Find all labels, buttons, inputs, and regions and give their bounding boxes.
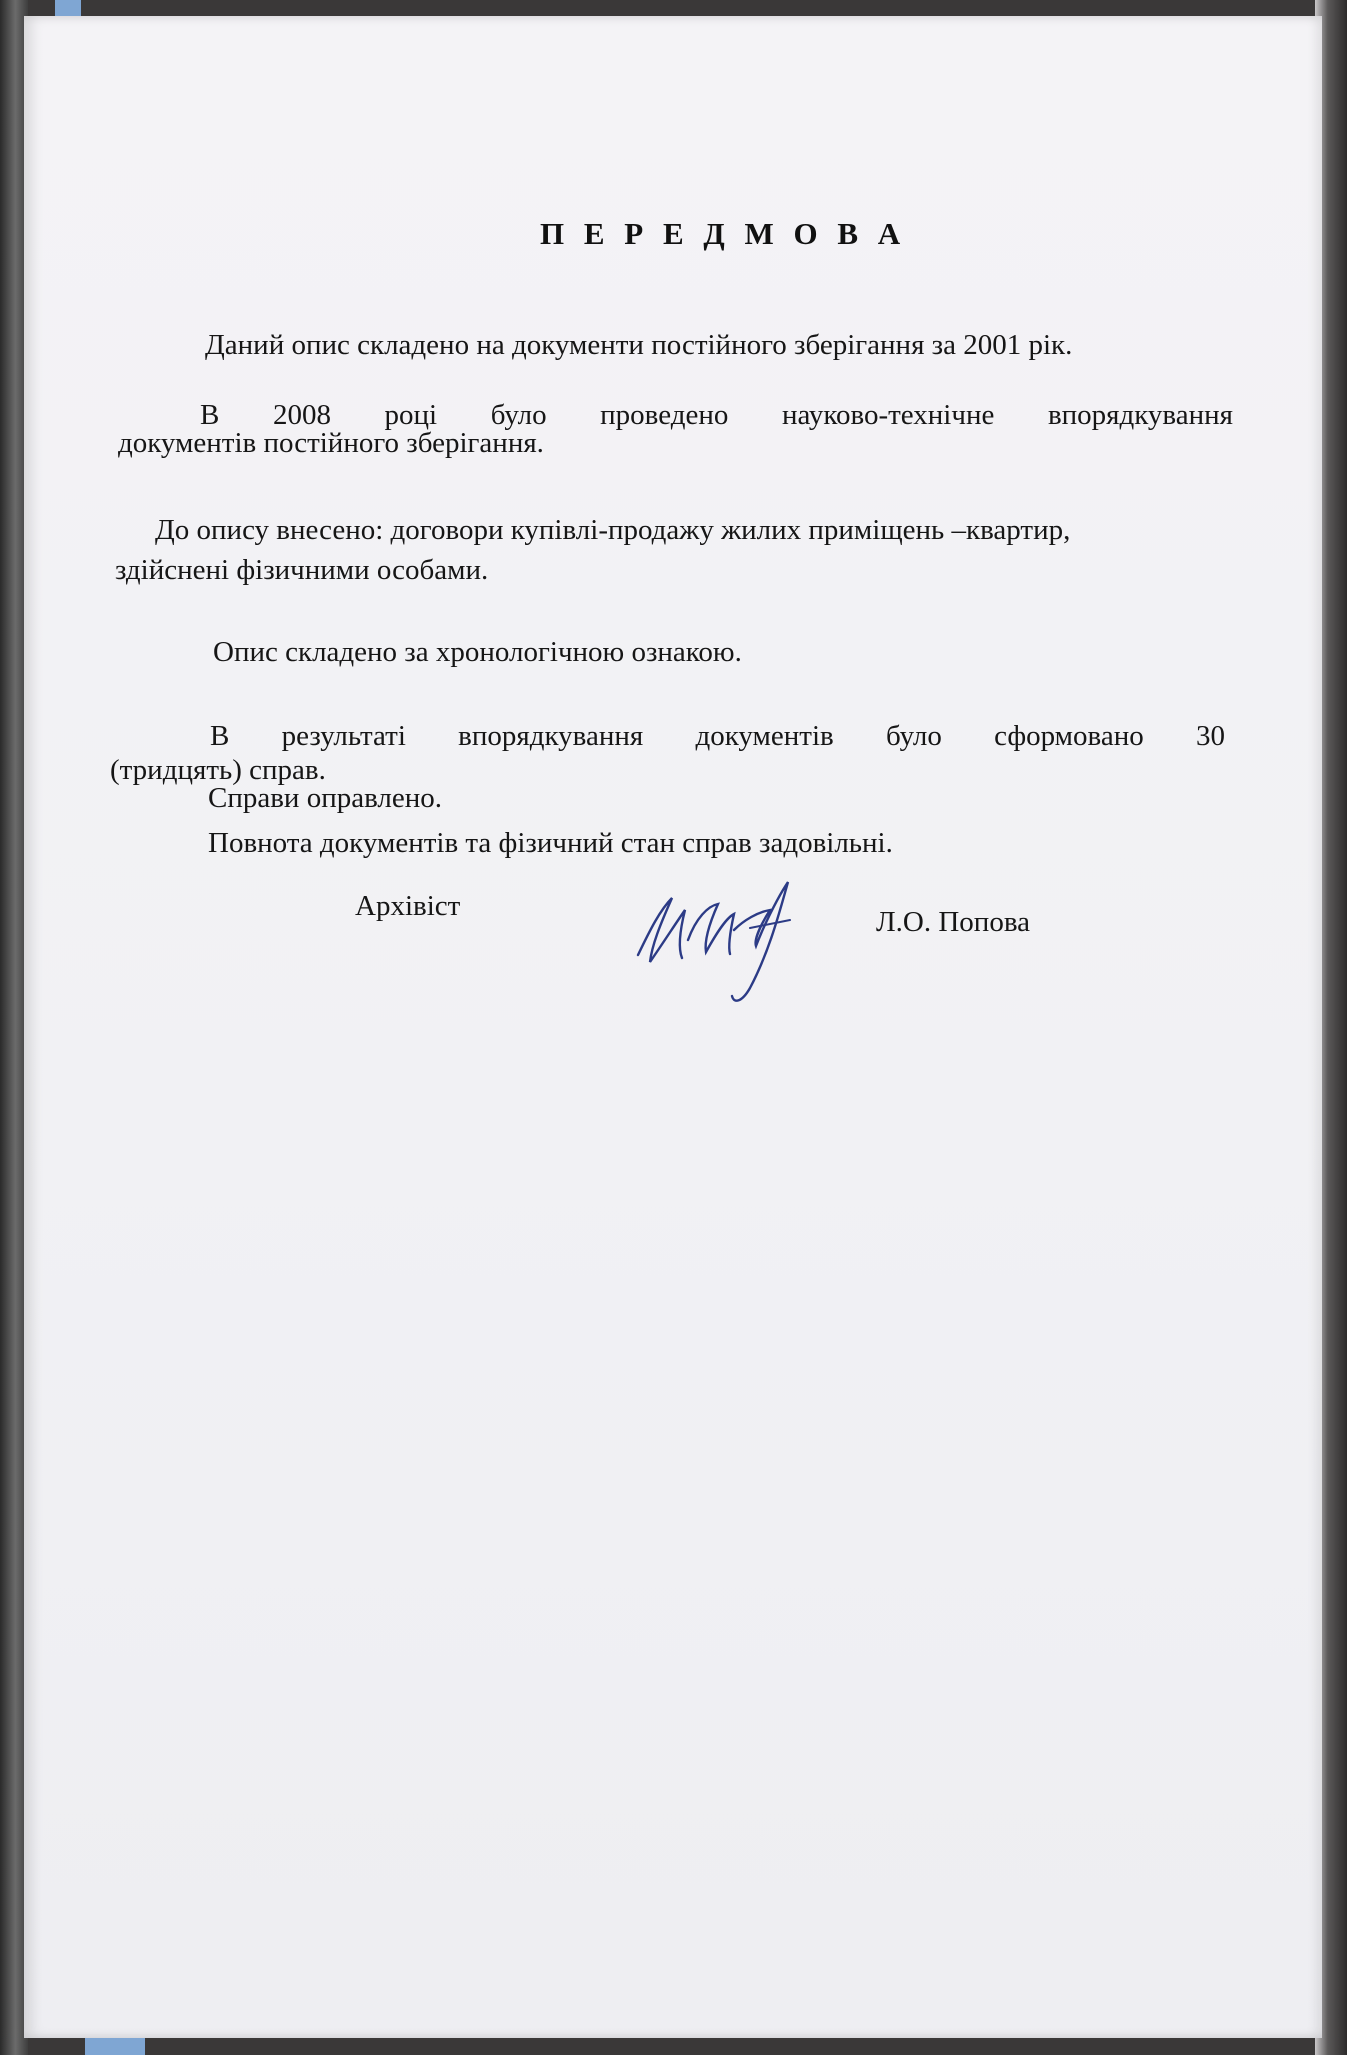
- paragraph-contents-line-1: До опису внесено: договори купівлі-продажу жилих приміщень –квартир,: [155, 514, 1071, 546]
- paragraph-result-line-1: В результаті впорядкування документів було сформовано 30: [210, 720, 1225, 752]
- paragraph-order-principle: Опис складено за хронологічною ознакою.: [213, 636, 742, 668]
- paragraph-result-line-2: (тридцять) справ.: [110, 754, 326, 786]
- paragraph-contents-line-2: здійснені фізичними особами.: [115, 554, 489, 586]
- archivist-label: Архівіст: [355, 890, 461, 922]
- document-page: [24, 16, 1322, 2038]
- archivist-name: Л.О. Попова: [876, 906, 1031, 938]
- paragraph-contents: [115, 510, 1230, 590]
- bookmark-ribbon-end: [85, 2035, 145, 2055]
- handwritten-signature: [630, 870, 810, 1010]
- page-title: П Е Р Е Д М О В А: [540, 216, 907, 251]
- paragraph-ordering: [118, 395, 1233, 463]
- paragraph-condition: Повнота документів та фізичний стан справ задовільні.: [208, 827, 893, 859]
- paragraph-ordering-line-1: В 2008 році було проведено науково-технічне впорядкування: [200, 399, 1233, 431]
- paragraph-ordering-line-2: документів постійного зберігання.: [118, 427, 544, 459]
- paragraph-bound: Справи оправлено.: [208, 782, 443, 814]
- paragraph-intro: Даний опис складено на документи постійного зберігання за 2001 рік.: [205, 329, 1073, 361]
